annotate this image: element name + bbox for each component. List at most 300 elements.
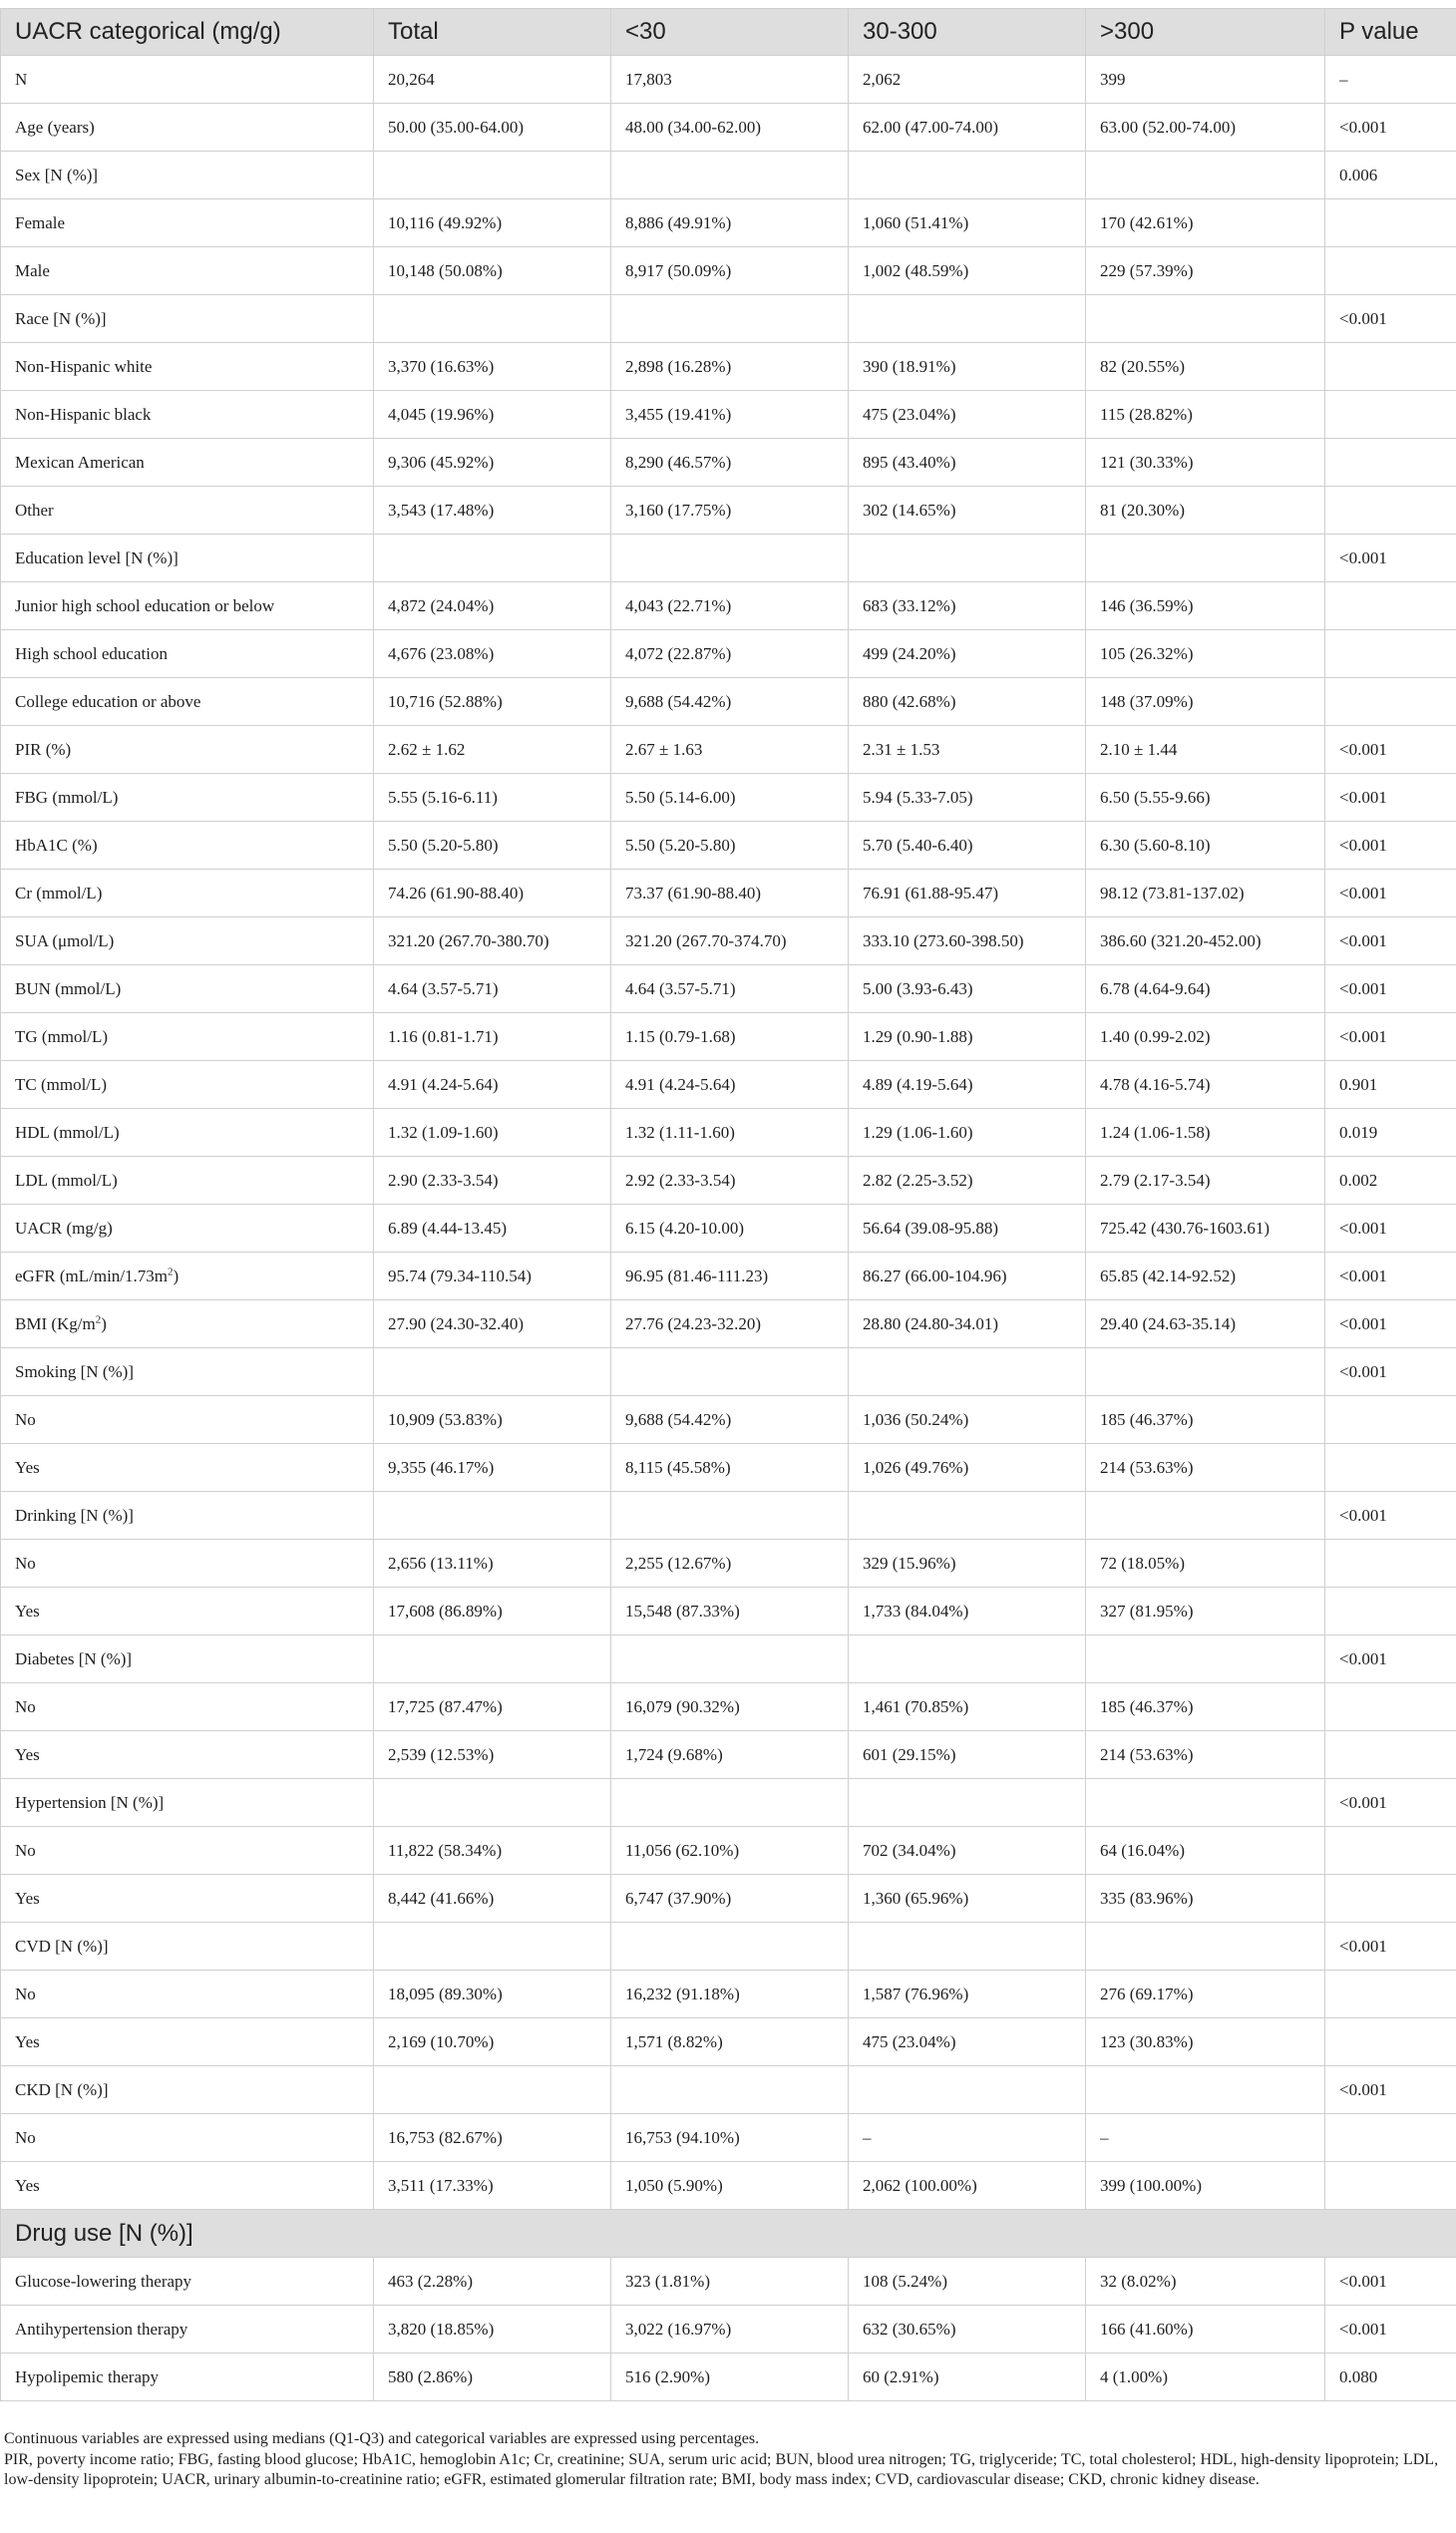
row-label: Drinking [N (%)] [1,1492,374,1540]
table-row [1,965,1456,1013]
cell-gt300: 82 (20.55%) [1086,343,1325,391]
cell-total [374,1923,611,1971]
cell-30-300: 5.94 (5.33-7.05) [849,774,1086,822]
row-label: HbA1C (%) [1,822,374,870]
row-label: Antihypertension therapy [1,2306,374,2353]
row-label: No [1,1540,374,1588]
row-label: Education level [N (%)] [1,535,374,582]
cell-gt300: 6.50 (5.55-9.66) [1086,774,1325,822]
table-row [1,104,1456,152]
cell-p-value: 0.006 [1325,152,1456,199]
row-label: Hypolipemic therapy [1,2353,374,2401]
table-row [1,247,1456,295]
cell-p-value: <0.001 [1325,535,1456,582]
header-p-value: P value [1325,9,1456,56]
cell-30-300 [849,535,1086,582]
cell-lt30 [611,1923,849,1971]
cell-30-300: 4.89 (4.19-5.64) [849,1061,1086,1109]
cell-p-value [1325,391,1456,439]
table-body [1,56,1456,2401]
cell-30-300 [849,1348,1086,1396]
header-total: Total [374,9,611,56]
table-row [1,1635,1456,1683]
cell-lt30: 6.15 (4.20-10.00) [611,1205,849,1253]
cell-p-value: <0.001 [1325,917,1456,965]
row-label: Hypertension [N (%)] [1,1779,374,1827]
cell-lt30 [611,535,849,582]
cell-p-value: <0.001 [1325,1635,1456,1683]
cell-lt30: 8,115 (45.58%) [611,1444,849,1492]
cell-gt300: 6.78 (4.64-9.64) [1086,965,1325,1013]
row-label: Yes [1,1588,374,1635]
cell-gt300 [1086,152,1325,199]
cell-30-300: 683 (33.12%) [849,582,1086,630]
cell-lt30: 4.64 (3.57-5.71) [611,965,849,1013]
footnote-abbreviations: PIR, poverty income ratio; FBG, fasting blood glucose; HbA1C, hemoglobin A1c; Cr, creatinine; SUA, serum uric acid; BUN, blood urea nitrogen; TG, triglyceride; TC, total cholesterol; HDL, high-density lipoprotein; LDL, low-density lipoprotein; UACR, urinary albumin-to-creatinine ratio; eGFR, estimated glomerular filtration rate; BMI, body mass index; CVD, cardiovascular disease; CKD, chronic kidney disease. [4,2450,1439,2488]
cell-total: 3,543 (17.48%) [374,487,611,535]
table-row [1,1300,1456,1348]
cell-total: 9,355 (46.17%) [374,1444,611,1492]
cell-30-300: 475 (23.04%) [849,391,1086,439]
cell-30-300: 60 (2.91%) [849,2353,1086,2401]
cell-30-300: 1,060 (51.41%) [849,199,1086,247]
cell-p-value: <0.001 [1325,822,1456,870]
table-row [1,1444,1456,1492]
cell-gt300: 276 (69.17%) [1086,1971,1325,2018]
table-row [1,1348,1456,1396]
table-row [1,630,1456,678]
cell-total: 580 (2.86%) [374,2353,611,2401]
row-label: Yes [1,2162,374,2210]
table-row [1,1683,1456,1731]
cell-lt30: 8,886 (49.91%) [611,199,849,247]
row-label: Smoking [N (%)] [1,1348,374,1396]
cell-lt30: 27.76 (24.23-32.20) [611,1300,849,1348]
row-label [1,1300,374,1348]
cell-p-value: <0.001 [1325,870,1456,917]
cell-total: 11,822 (58.34%) [374,1827,611,1875]
baseline-characteristics-table [0,8,1456,2401]
cell-30-300 [849,1635,1086,1683]
cell-30-300: 5.70 (5.40-6.40) [849,822,1086,870]
cell-30-300: 702 (34.04%) [849,1827,1086,1875]
cell-30-300 [849,152,1086,199]
cell-gt300 [1086,1923,1325,1971]
table-row [1,2258,1456,2306]
table-row [1,1109,1456,1157]
cell-lt30: 1,571 (8.82%) [611,2018,849,2066]
table-footnotes [4,2429,1450,2491]
cell-gt300: 166 (41.60%) [1086,2306,1325,2353]
cell-lt30 [611,1635,849,1683]
cell-p-value [1325,678,1456,726]
cell-gt300 [1086,1348,1325,1396]
row-label: No [1,2114,374,2162]
cell-30-300: 108 (5.24%) [849,2258,1086,2306]
row-label-text: BMI (Kg/m [15,1313,96,1333]
cell-gt300: – [1086,2114,1325,2162]
table-row [1,295,1456,343]
cell-p-value [1325,439,1456,487]
cell-lt30 [611,152,849,199]
cell-lt30: 2,255 (12.67%) [611,1540,849,1588]
table-row [1,152,1456,199]
cell-total: 18,095 (89.30%) [374,1971,611,2018]
cell-total: 4.64 (3.57-5.71) [374,965,611,1013]
row-label: Sex [N (%)] [1,152,374,199]
table-row [1,822,1456,870]
cell-total: 2.90 (2.33-3.54) [374,1157,611,1205]
table-row [1,439,1456,487]
cell-gt300 [1086,2066,1325,2114]
row-label: Cr (mmol/L) [1,870,374,917]
cell-gt300: 170 (42.61%) [1086,199,1325,247]
cell-p-value [1325,2162,1456,2210]
cell-30-300: 5.00 (3.93-6.43) [849,965,1086,1013]
cell-p-value [1325,582,1456,630]
cell-p-value: <0.001 [1325,965,1456,1013]
cell-total: 74.26 (61.90-88.40) [374,870,611,917]
table-row [1,917,1456,965]
cell-gt300: 105 (26.32%) [1086,630,1325,678]
cell-30-300 [849,1492,1086,1540]
table-row [1,1923,1456,1971]
cell-total [374,1492,611,1540]
cell-30-300: 1.29 (1.06-1.60) [849,1109,1086,1157]
cell-lt30: 73.37 (61.90-88.40) [611,870,849,917]
cell-p-value: 0.019 [1325,1109,1456,1157]
cell-p-value: <0.001 [1325,1348,1456,1396]
cell-lt30: 1,724 (9.68%) [611,1731,849,1779]
row-label: PIR (%) [1,726,374,774]
cell-p-value: 0.080 [1325,2353,1456,2401]
table-row [1,2353,1456,2401]
row-label: TC (mmol/L) [1,1061,374,1109]
cell-gt300: 229 (57.39%) [1086,247,1325,295]
cell-lt30: 3,455 (19.41%) [611,391,849,439]
cell-total: 27.90 (24.30-32.40) [374,1300,611,1348]
row-label-end: ) [173,1266,180,1285]
row-label: No [1,1396,374,1444]
cell-total [374,1779,611,1827]
cell-p-value [1325,2114,1456,2162]
row-label-superscript: 2 [168,1265,174,1277]
cell-lt30: 48.00 (34.00-62.00) [611,104,849,152]
cell-lt30: 2.67 ± 1.63 [611,726,849,774]
cell-p-value: <0.001 [1325,1013,1456,1061]
cell-30-300: 2.82 (2.25-3.52) [849,1157,1086,1205]
cell-p-value: 0.002 [1325,1157,1456,1205]
table-row [1,1157,1456,1205]
cell-total: 8,442 (41.66%) [374,1875,611,1923]
cell-p-value: <0.001 [1325,2258,1456,2306]
cell-30-300: 1,461 (70.85%) [849,1683,1086,1731]
cell-30-300: – [849,2114,1086,2162]
cell-30-300 [849,1779,1086,1827]
cell-total: 1.32 (1.09-1.60) [374,1109,611,1157]
cell-total: 95.74 (79.34-110.54) [374,1253,611,1300]
cell-gt300: 4 (1.00%) [1086,2353,1325,2401]
cell-30-300: 1,360 (65.96%) [849,1875,1086,1923]
table-row [1,726,1456,774]
cell-lt30 [611,2066,849,2114]
table-row [1,391,1456,439]
cell-gt300: 121 (30.33%) [1086,439,1325,487]
cell-lt30: 516 (2.90%) [611,2353,849,2401]
cell-gt300: 29.40 (24.63-35.14) [1086,1300,1325,1348]
cell-gt300: 98.12 (73.81-137.02) [1086,870,1325,917]
row-label-text: eGFR (mL/min/1.73m [15,1266,168,1285]
cell-total [374,295,611,343]
table-row [1,582,1456,630]
cell-lt30: 1,050 (5.90%) [611,2162,849,2210]
cell-30-300 [849,295,1086,343]
cell-total [374,1635,611,1683]
table-row [1,1731,1456,1779]
cell-total: 17,608 (86.89%) [374,1588,611,1635]
cell-total: 321.20 (267.70-380.70) [374,917,611,965]
row-label: CKD [N (%)] [1,2066,374,2114]
cell-p-value [1325,1731,1456,1779]
table-row [1,1061,1456,1109]
cell-30-300: 62.00 (47.00-74.00) [849,104,1086,152]
cell-p-value: 0.901 [1325,1061,1456,1109]
cell-total [374,535,611,582]
cell-30-300: 56.64 (39.08-95.88) [849,1205,1086,1253]
cell-gt300: 2.10 ± 1.44 [1086,726,1325,774]
row-label: Other [1,487,374,535]
cell-p-value [1325,1444,1456,1492]
cell-total: 10,909 (53.83%) [374,1396,611,1444]
table-row [1,2066,1456,2114]
cell-gt300: 123 (30.83%) [1086,2018,1325,2066]
cell-gt300: 6.30 (5.60-8.10) [1086,822,1325,870]
cell-p-value: – [1325,56,1456,104]
table-row [1,1971,1456,2018]
cell-gt300: 214 (53.63%) [1086,1444,1325,1492]
cell-gt300: 65.85 (42.14-92.52) [1086,1253,1325,1300]
cell-lt30: 16,079 (90.32%) [611,1683,849,1731]
cell-lt30: 11,056 (62.10%) [611,1827,849,1875]
cell-gt300 [1086,1779,1325,1827]
cell-p-value: <0.001 [1325,2066,1456,2114]
cell-30-300: 880 (42.68%) [849,678,1086,726]
row-label: Female [1,199,374,247]
cell-lt30: 4.91 (4.24-5.64) [611,1061,849,1109]
cell-gt300: 335 (83.96%) [1086,1875,1325,1923]
cell-30-300: 1,733 (84.04%) [849,1588,1086,1635]
table-row [1,1779,1456,1827]
row-label: Age (years) [1,104,374,152]
cell-gt300: 146 (36.59%) [1086,582,1325,630]
cell-gt300: 72 (18.05%) [1086,1540,1325,1588]
cell-gt300: 148 (37.09%) [1086,678,1325,726]
cell-30-300: 499 (24.20%) [849,630,1086,678]
row-label: LDL (mmol/L) [1,1157,374,1205]
row-label: Mexican American [1,439,374,487]
row-label: CVD [N (%)] [1,1923,374,1971]
cell-30-300: 1,036 (50.24%) [849,1396,1086,1444]
row-label: Yes [1,1444,374,1492]
cell-p-value [1325,1540,1456,1588]
cell-30-300: 333.10 (273.60-398.50) [849,917,1086,965]
row-label: High school education [1,630,374,678]
table-section-row [1,2210,1456,2258]
cell-30-300 [849,2066,1086,2114]
cell-30-300: 895 (43.40%) [849,439,1086,487]
cell-total: 16,753 (82.67%) [374,2114,611,2162]
cell-30-300: 28.80 (24.80-34.01) [849,1300,1086,1348]
cell-30-300: 86.27 (66.00-104.96) [849,1253,1086,1300]
table-row [1,2018,1456,2066]
cell-total: 3,370 (16.63%) [374,343,611,391]
table-row [1,1875,1456,1923]
cell-30-300: 1.29 (0.90-1.88) [849,1013,1086,1061]
cell-p-value [1325,1396,1456,1444]
cell-gt300: 185 (46.37%) [1086,1683,1325,1731]
cell-lt30: 5.50 (5.14-6.00) [611,774,849,822]
cell-total: 5.55 (5.16-6.11) [374,774,611,822]
cell-total: 50.00 (35.00-64.00) [374,104,611,152]
header-lt30: <30 [611,9,849,56]
cell-p-value [1325,1588,1456,1635]
row-label: No [1,1827,374,1875]
cell-lt30: 4,072 (22.87%) [611,630,849,678]
cell-lt30: 16,232 (91.18%) [611,1971,849,2018]
row-label: Glucose-lowering therapy [1,2258,374,2306]
cell-p-value: <0.001 [1325,104,1456,152]
table-row [1,1588,1456,1635]
cell-lt30: 17,803 [611,56,849,104]
cell-30-300: 2,062 (100.00%) [849,2162,1086,2210]
row-label: Race [N (%)] [1,295,374,343]
row-label: TG (mmol/L) [1,1013,374,1061]
cell-total [374,1348,611,1396]
cell-total: 5.50 (5.20-5.80) [374,822,611,870]
cell-total [374,2066,611,2114]
row-label: Yes [1,1875,374,1923]
cell-gt300: 115 (28.82%) [1086,391,1325,439]
cell-lt30: 15,548 (87.33%) [611,1588,849,1635]
cell-gt300: 399 (100.00%) [1086,2162,1325,2210]
cell-total: 17,725 (87.47%) [374,1683,611,1731]
cell-total: 20,264 [374,56,611,104]
row-label: N [1,56,374,104]
table-row [1,1396,1456,1444]
row-label: Yes [1,2018,374,2066]
cell-total: 2,656 (13.11%) [374,1540,611,1588]
cell-lt30 [611,1492,849,1540]
section-label: Drug use [N (%)] [1,2210,1456,2258]
cell-total: 1.16 (0.81-1.71) [374,1013,611,1061]
cell-total [374,152,611,199]
row-label: No [1,1683,374,1731]
cell-30-300: 2.31 ± 1.53 [849,726,1086,774]
cell-total: 4,676 (23.08%) [374,630,611,678]
table-row [1,487,1456,535]
cell-30-300: 1,002 (48.59%) [849,247,1086,295]
cell-p-value [1325,1971,1456,2018]
cell-30-300: 390 (18.91%) [849,343,1086,391]
cell-lt30: 8,917 (50.09%) [611,247,849,295]
cell-gt300 [1086,295,1325,343]
row-label: BUN (mmol/L) [1,965,374,1013]
cell-gt300: 386.60 (321.20-452.00) [1086,917,1325,965]
table-row [1,1492,1456,1540]
cell-p-value: <0.001 [1325,1253,1456,1300]
cell-lt30: 8,290 (46.57%) [611,439,849,487]
table-row [1,1827,1456,1875]
header-gt300: >300 [1086,9,1325,56]
cell-gt300 [1086,1492,1325,1540]
cell-30-300: 76.91 (61.88-95.47) [849,870,1086,917]
table-row [1,678,1456,726]
table-row [1,2114,1456,2162]
cell-lt30: 9,688 (54.42%) [611,1396,849,1444]
cell-total: 4.91 (4.24-5.64) [374,1061,611,1109]
row-label: Yes [1,1731,374,1779]
table-row [1,1013,1456,1061]
cell-total: 2,169 (10.70%) [374,2018,611,2066]
cell-p-value [1325,1827,1456,1875]
cell-total: 2.62 ± 1.62 [374,726,611,774]
cell-lt30: 4,043 (22.71%) [611,582,849,630]
cell-30-300 [849,1923,1086,1971]
row-label-superscript: 2 [95,1312,102,1325]
table-row [1,343,1456,391]
cell-30-300: 1,026 (49.76%) [849,1444,1086,1492]
cell-p-value: <0.001 [1325,2306,1456,2353]
cell-gt300: 1.24 (1.06-1.58) [1086,1109,1325,1157]
cell-p-value: <0.001 [1325,726,1456,774]
cell-p-value [1325,487,1456,535]
cell-total: 6.89 (4.44-13.45) [374,1205,611,1253]
cell-gt300: 327 (81.95%) [1086,1588,1325,1635]
cell-gt300: 81 (20.30%) [1086,487,1325,535]
cell-total: 463 (2.28%) [374,2258,611,2306]
cell-total: 4,872 (24.04%) [374,582,611,630]
cell-lt30 [611,1348,849,1396]
row-label: College education or above [1,678,374,726]
row-label: Non-Hispanic black [1,391,374,439]
row-label: Diabetes [N (%)] [1,1635,374,1683]
row-label: Junior high school education or below [1,582,374,630]
cell-gt300: 185 (46.37%) [1086,1396,1325,1444]
row-label: SUA (μmol/L) [1,917,374,965]
cell-total: 10,148 (50.08%) [374,247,611,295]
cell-total: 3,820 (18.85%) [374,2306,611,2353]
table-row [1,535,1456,582]
cell-lt30: 3,160 (17.75%) [611,487,849,535]
cell-total: 10,716 (52.88%) [374,678,611,726]
cell-lt30: 1.15 (0.79-1.68) [611,1013,849,1061]
row-label: HDL (mmol/L) [1,1109,374,1157]
table-row [1,774,1456,822]
cell-p-value: <0.001 [1325,1923,1456,1971]
row-label: Male [1,247,374,295]
cell-total: 10,116 (49.92%) [374,199,611,247]
cell-gt300: 4.78 (4.16-5.74) [1086,1061,1325,1109]
table-row [1,2162,1456,2210]
cell-lt30 [611,1779,849,1827]
cell-p-value: <0.001 [1325,1492,1456,1540]
row-label: FBG (mmol/L) [1,774,374,822]
cell-p-value: <0.001 [1325,295,1456,343]
cell-lt30: 16,753 (94.10%) [611,2114,849,2162]
cell-p-value [1325,2018,1456,2066]
cell-lt30: 9,688 (54.42%) [611,678,849,726]
cell-total: 9,306 (45.92%) [374,439,611,487]
